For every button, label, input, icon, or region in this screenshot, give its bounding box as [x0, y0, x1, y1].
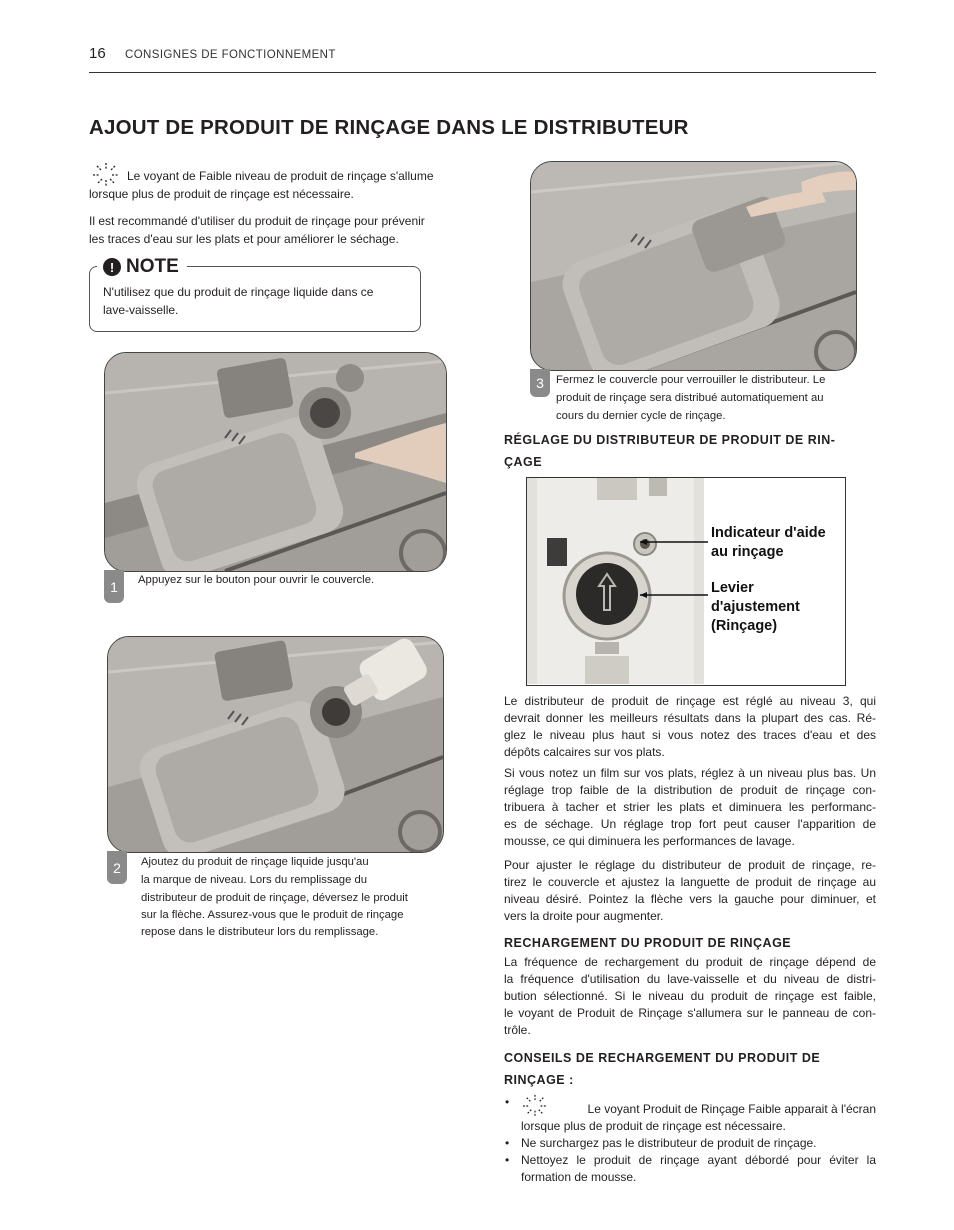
conseils-heading-2: RINÇAGE : — [504, 1073, 574, 1087]
list-item: • Ne surchargez pas le distributeur de produit de rinçage. — [504, 1135, 876, 1152]
reglage-heading-1: RÉGLAGE DU DISTRIBUTEUR DE PRODUIT DE RIN- — [504, 433, 836, 447]
step3-caption-line2: produit de rinçage sera distribué automatiquement au — [556, 392, 824, 404]
recommend-text-2: les traces d'eau sur les plats et pour améliorer le séchage. — [89, 232, 399, 246]
warning-icon: ! — [103, 258, 121, 276]
rinse-aid-indicator-label: Indicateur d'aide au rinçage — [711, 525, 826, 560]
indicator-text-2: lorsque plus de produit de rinçage est nécessaire. — [89, 187, 354, 201]
reglage-heading-2: ÇAGE — [504, 455, 543, 469]
step2-caption-line5: repose dans le distributeur lors du remplissage. — [141, 926, 379, 938]
step2-caption-line1: Ajoutez du produit de rinçage liquide jusqu'au — [141, 856, 369, 868]
reglage-paragraph-3: Pour ajuster le réglage du distributeur de produit de rinçage, re- tirez le couvercle et ajustez la languette de produit de rinçage au niveau désiré. Pointez la flèche vers la gauche pour diminuer, et vers la droite pour augmenter. — [504, 858, 876, 923]
page-title: AJOUT DE PRODUIT DE RINÇAGE DANS LE DISTRIBUTEUR — [89, 116, 689, 139]
step1-number: 1 — [104, 570, 124, 603]
list-item: • Le voyant Produit de Rinçage Faible apparait à l'écran lorsque plus de produit de rinçage est nécessaire. — [504, 1094, 876, 1135]
note-heading: ! NOTE — [97, 256, 187, 278]
step1-caption: Appuyez sur le bouton pour ouvrir le couvercle. — [138, 574, 375, 586]
recommend-text-1: Il est recommandé d'utiliser du produit de rinçage pour prévenir — [89, 214, 425, 228]
step3-caption-line3: cours du dernier cycle de rinçage. — [556, 410, 726, 422]
step3-photo — [530, 161, 857, 371]
rinse-indicator-icon — [92, 162, 120, 188]
step2-photo — [107, 636, 444, 853]
list-item: • Nettoyez le produit de rinçage ayant débordé pour éviter la formation de mousse. — [504, 1152, 876, 1186]
adjustment-lever-label: Levier d'ajustement (Rinçage) — [711, 580, 800, 634]
note-text-2: lave-vaisselle. — [103, 303, 179, 317]
step2-number: 2 — [107, 851, 127, 884]
indicator-text-1: Le voyant de Faible niveau de produit de rinçage s'allume — [127, 169, 434, 183]
reglage-paragraph-2: Si vous notez un film sur vos plats, réglez à un niveau plus bas. Un réglage trop faible de la distribution de produit de rinçage con- tribuera à tacher et strier les plats et diminuera les performanc- es de séchage. Un réglage trop fort peut causer l'apparition de mousse, ce qui diminuera les performances de lavage. — [504, 766, 876, 848]
header-divider — [89, 72, 876, 73]
conseils-heading-1: CONSEILS DE RECHARGEMENT DU PRODUIT DE — [504, 1051, 821, 1065]
step1-photo — [104, 352, 447, 572]
conseils-list — [504, 1094, 876, 1186]
step3-caption-line1: Fermez le couvercle pour verrouiller le distributeur. Le — [556, 374, 826, 386]
rinse-indicator-icon — [522, 1094, 548, 1118]
step3-number: 3 — [530, 369, 550, 397]
recharge-heading: RECHARGEMENT DU PRODUIT DE RINÇAGE — [504, 936, 792, 950]
note-text-1: N'utilisez que du produit de rinçage liquide dans ce — [103, 285, 374, 299]
section-header: CONSIGNES DE FONCTIONNEMENT — [125, 49, 336, 61]
step2-caption-line2: la marque de niveau. Lors du remplissage du — [141, 874, 368, 886]
reglage-paragraph-1: Le distributeur de produit de rinçage est réglé au niveau 3, qui devrait donner les meilleurs résultats dans la plupart des cas. Ré- glez le niveau plus haut si vous notez des traces d'eau et des dépôts calcaires sur vos plats. — [504, 694, 876, 759]
recharge-paragraph: La fréquence de rechargement du produit de rinçage dépend de la fréquence d'utilisation du lave-vaisselle et du niveau de distri- bution sélectionné. Si le niveau du produit de rinçage est faible, le voyant de Produit de Rinçage s'allumera sur le panneau de con- trôle. — [504, 955, 876, 1037]
step2-caption-line4: sur la flèche. Assurez-vous que le produit de rinçage — [141, 909, 404, 921]
diagram-pointer-lines — [640, 536, 710, 606]
page-number: 16 — [89, 45, 106, 62]
step2-caption-line3: distributeur de produit de rinçage, déversez le produit — [141, 892, 408, 904]
